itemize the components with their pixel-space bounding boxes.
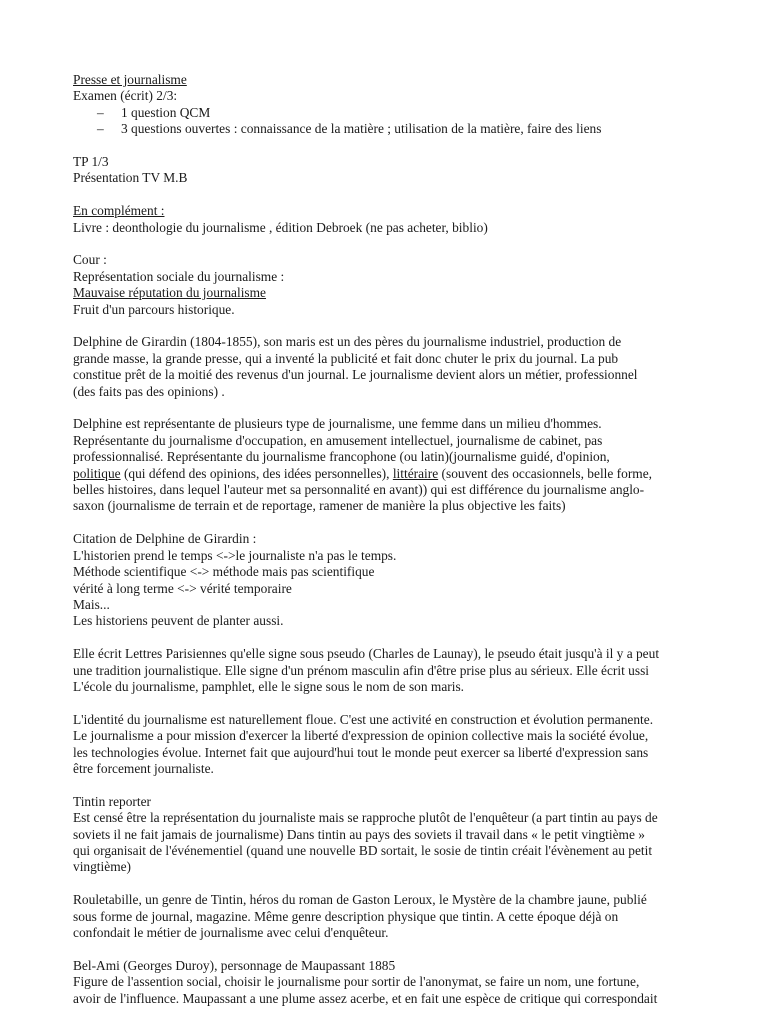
tp-presentation-line: Présentation TV M.B — [73, 170, 188, 186]
text-line: Tintin reporter — [73, 793, 151, 809]
text-line — [73, 466, 713, 482]
text-line: vingtième) — [73, 859, 132, 875]
list-item — [73, 121, 713, 137]
paragraph-gap — [73, 876, 713, 892]
text-line: L'identité du journalisme est naturellement floue. C'est une activité en construction et évolution permanente. — [73, 711, 654, 727]
text-line: sous forme de journal, magazine. Même genre description physique que tintin. A cette époque déjà on — [73, 908, 619, 924]
paragraph-gap — [73, 236, 713, 252]
text-line: Fruit d'un parcours historique. — [73, 301, 235, 317]
document-title: Presse et journalisme — [73, 72, 187, 87]
text-line: (des faits pas des opinions) . — [73, 383, 225, 399]
text-line: saxon (journalisme de terrain et de reportage, ramener de manière la plus objective les faits) — [73, 498, 566, 514]
text-line: confondait le métier de journalisme avec celui d'enquêteur. — [73, 924, 389, 940]
text-line: soviets il ne fait jamais de journalisme) Dans tintin au pays des soviets il travail dans « le petit vingtième » — [73, 826, 645, 842]
bullet-dash: – — [97, 104, 104, 120]
document-page — [73, 72, 713, 1007]
text-line: Le journalisme a pour mission d'exercer la liberté d'expression de opinion collective mais la société évolue, — [73, 728, 649, 744]
text-line: L'école du journalisme, pamphlet, elle le signe sous le nom de son maris. — [73, 678, 465, 694]
paragraph-gap — [73, 630, 713, 646]
section-heading: Cour : — [73, 252, 107, 268]
text-line: Est censé être la représentation du journaliste mais se rapproche plutôt de l'enquêteur (a part tintin au pays de — [73, 810, 658, 826]
paragraph-gap — [73, 138, 713, 154]
text-line: Représentante du journalisme d'occupation, en amusement intellectuel, journalisme de cabinet, pas — [73, 432, 603, 448]
subheading: Mauvaise réputation du journalisme — [73, 285, 267, 301]
bullet-dash: – — [97, 121, 104, 137]
text-line: Rouletabille, un genre de Tintin, héros du roman de Gaston Leroux, le Mystère de la chambre jaune, publié — [73, 892, 647, 908]
paragraph-gap — [73, 695, 713, 711]
text-line: avoir de l'influence. Maupassant a une plume assez acerbe, et en fait une espèce de critique qui correspondait — [73, 990, 658, 1006]
text-line: vérité à long terme <-> vérité temporaire — [73, 580, 292, 596]
text-line: Delphine est représentante de plusieurs type de journalisme, une femme dans un milieu d'hommes. — [73, 416, 602, 432]
text-line: les technologies évolue. Internet fait que aujourd'hui tout le monde peut exercer sa liberté d'expression sans — [73, 744, 649, 760]
text-line: Elle écrit Lettres Parisiennes qu'elle signe sous pseudo (Charles de Launay), le pseudo était jusqu'à il y a peut — [73, 646, 660, 662]
book-line: Livre : deonthologie du journalisme , édition Debroek (ne pas acheter, biblio) — [73, 219, 488, 235]
text-line: Mais... — [73, 596, 110, 612]
section-heading: En complément : — [73, 203, 165, 219]
paragraph-gap — [73, 515, 713, 531]
text-line: Représentation sociale du journalisme : — [73, 268, 285, 284]
text-line: Figure de l'assention social, choisir le journalisme pour sortir de l'anonymat, se faire un nom, une fortune, — [73, 974, 640, 990]
paragraph-gap — [73, 941, 713, 957]
text-line: belles histoires, dans lequel l'auteur met sa personnalité en avant)) qui est différence du journalisme anglo- — [73, 482, 645, 498]
text-line: constitue prêt de la moitié des revenus d'un journal. Le journalisme devient alors un métier, professionnel — [73, 367, 638, 383]
text-line: être forcement journaliste. — [73, 760, 214, 776]
underlined-term: littéraire — [392, 465, 439, 481]
paragraph-gap — [73, 400, 713, 416]
text-line: L'historien prend le temps <->le journaliste n'a pas le temps. — [73, 547, 397, 563]
tp-line: TP 1/3 — [73, 154, 109, 170]
list-item-text: 1 question QCM — [121, 104, 211, 120]
text-line: une tradition journalistique. Elle signe d'un prénom masculin afin d'être prise plus au sérieux. Elle écrit ussi — [73, 662, 650, 678]
paragraph-gap — [73, 777, 713, 793]
underlined-term: politique — [73, 465, 121, 481]
text-fragment: (qui défend des opinions, des idées personnelles), — [120, 465, 393, 481]
paragraph-gap — [73, 318, 713, 334]
text-line: qui organisait de l'événementiel (quand une nouvelle BD sortait, le sosie de tintin créait l'évènement au petit — [73, 842, 653, 858]
list-item — [73, 105, 713, 121]
text-line: Citation de Delphine de Girardin : — [73, 531, 257, 547]
text-line: Les historiens peuvent de planter aussi. — [73, 613, 284, 629]
list-item-text: 3 questions ouvertes : connaissance de la matière ; utilisation de la matière, faire des liens — [121, 121, 602, 137]
text-line: Bel-Ami (Georges Duroy), personnage de Maupassant 1885 — [73, 957, 396, 973]
text-line: grande masse, la grande presse, qui a inventé la publicité et fait donc chuter le prix du journal. La pub — [73, 350, 619, 366]
text-line: professionnalisé. Représentante du journalisme francophone (ou latin)(journalisme guidé, d'opinion, — [73, 449, 610, 465]
exam-line: Examen (écrit) 2/3: — [73, 88, 178, 104]
text-line: Méthode scientifique <-> méthode mais pas scientifique — [73, 564, 375, 580]
text-line: Delphine de Girardin (1804-1855), son maris est un des pères du journalisme industriel, production de — [73, 334, 622, 350]
text-fragment: (souvent des occasionnels, belle forme, — [438, 465, 652, 481]
paragraph-gap — [73, 187, 713, 203]
